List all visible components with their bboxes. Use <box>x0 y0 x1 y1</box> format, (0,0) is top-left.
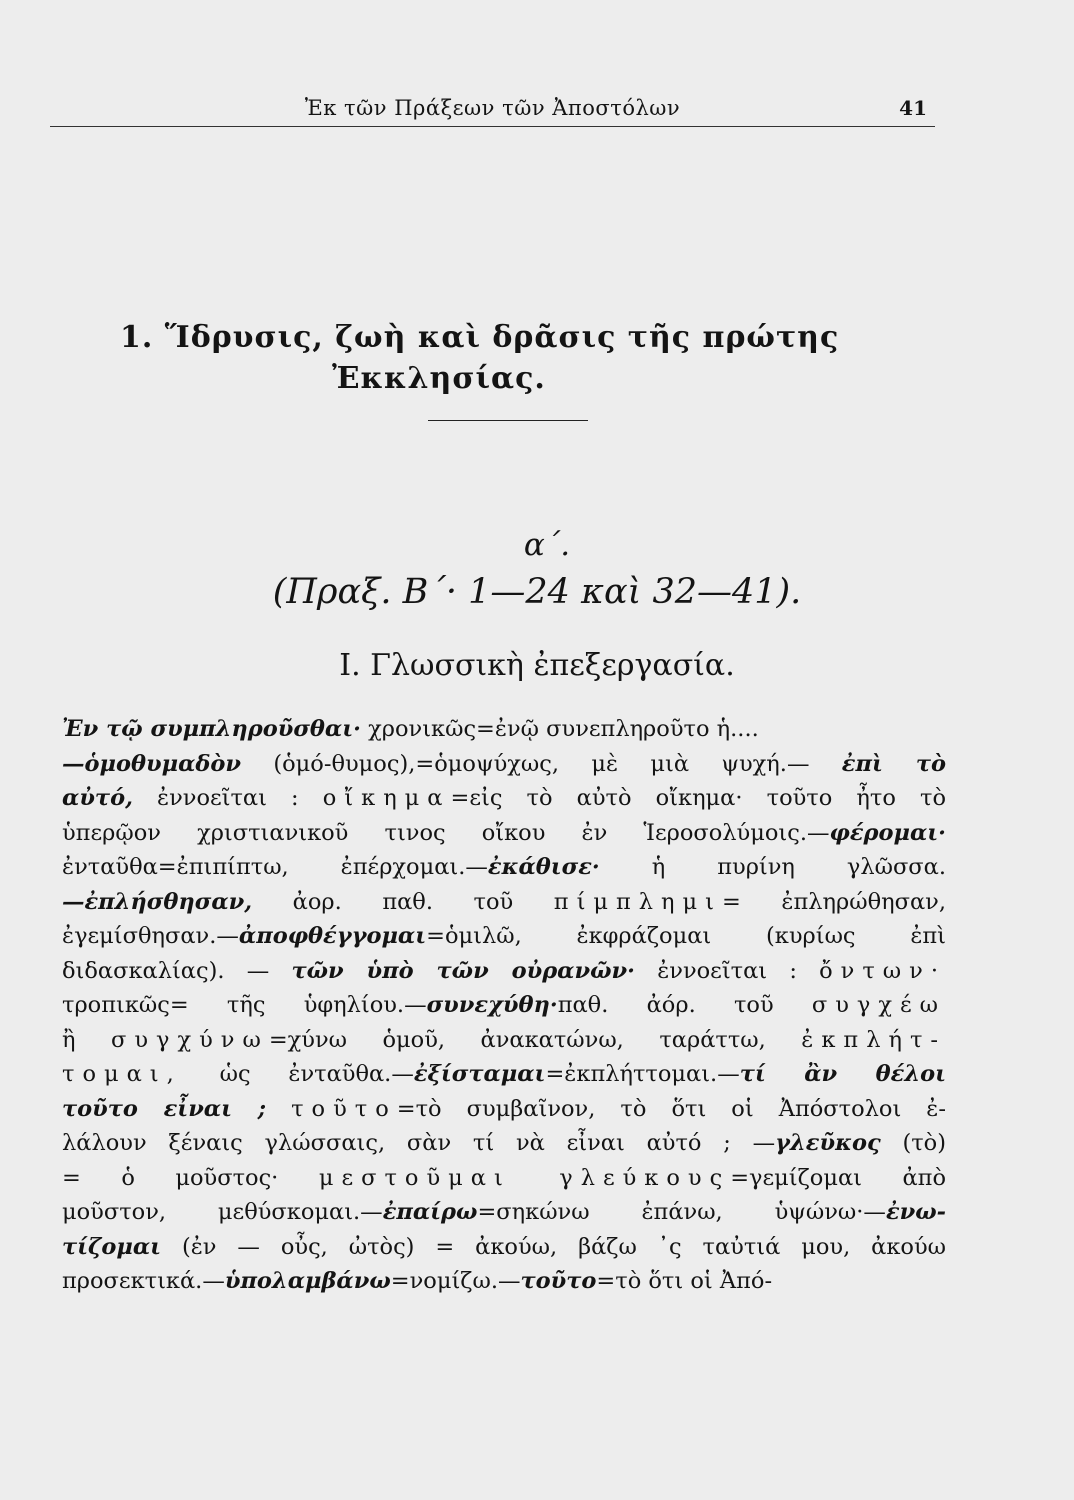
glossary-term: αὐτό, <box>62 785 133 811</box>
gloss-text: παθ. ἀόρ. τοῦ <box>557 992 812 1018</box>
gloss-text: =τὸ ὅτι οἱ Ἀπό- <box>596 1268 773 1294</box>
chapter-title-line1: Ἵδρυσις, ζωὴ καὶ δρᾶσις τῆς πρώτης <box>164 320 840 355</box>
glossary-term: ἐνω- <box>885 1199 946 1225</box>
gloss-text: ὑπερῷον χριστιανικοῦ τινος οἴκου ἐν Ἱεροσολύμοις.— <box>62 819 830 846</box>
glossary-term: συνεχύθη· <box>426 992 558 1018</box>
spaced-word: τομαι, <box>62 1061 182 1087</box>
gloss-text: =εἰς τὸ αὐτὸ οἴκημα· τοῦτο ἦτο τὸ <box>450 785 946 811</box>
spaced-word: ἐκπλήτ- <box>801 1026 946 1053</box>
body-line <box>62 1057 946 1092</box>
body-line <box>62 988 946 1023</box>
glossary-term: ὑπολαμβάνω <box>224 1268 391 1294</box>
glossary-term: ἀποφθέγγομαι <box>238 923 427 949</box>
gloss-text: =χύνω ὁμοῦ, ἀνακατώνω, ταράττω, <box>268 1026 802 1053</box>
spaced-word: τοῦτο <box>291 1095 397 1122</box>
body-line <box>62 1195 946 1230</box>
chapter-heading <box>120 320 880 396</box>
glossary-term: τίζομαι <box>62 1233 162 1260</box>
chapter-title-line2: Ἐκκλησίας. <box>332 361 546 396</box>
gloss-text: ὡς ἐνταῦθα.— <box>181 1061 414 1087</box>
body-line <box>62 1230 946 1265</box>
gloss-text: = ὁ μοῦστος· <box>62 1164 319 1191</box>
gloss-text: ἡ πυρίνη γλῶσσα. <box>599 854 946 880</box>
spaced-word: ὄντων· <box>819 957 946 984</box>
gloss-text: διδασκαλίας). — <box>62 957 292 984</box>
gloss-text: (ἐν — οὖς, ὠτὸς) = ἀκούω, βάζω ᾽ς ταὐτιά μου, ἀκούω <box>161 1233 946 1260</box>
gloss-text: χρονικῶς=ἐνῷ συνεπληροῦτο ἡ.... <box>360 716 759 742</box>
gloss-text: = ἐπληρώθησαν, <box>722 888 946 915</box>
gloss-text: λάλουν ξέναις γλώσσαις, σὰν τί νὰ εἶναι αὐτό ; — <box>62 1130 776 1156</box>
glossary-term: Ἐν τῷ συμπληροῦσθαι· <box>62 716 361 742</box>
section-divider <box>428 420 588 421</box>
glossary-term: ἐκάθισε· <box>487 854 600 880</box>
glossary-term: —ὁμοθυμαδὸν <box>62 750 242 777</box>
gloss-text: =γεμίζομαι ἀπὸ <box>730 1164 946 1191</box>
body-line <box>62 1126 946 1161</box>
gloss-text: ἐγεμίσθησαν.— <box>62 923 239 949</box>
subheading: Ι. Γλωσσικὴ ἐπεξεργασία. <box>339 648 735 683</box>
glossary-term: τοῦτο εἶναι ; <box>62 1095 267 1122</box>
glossary-term: —ἐπλήσθησαν, <box>62 888 253 915</box>
body-line <box>62 816 946 851</box>
gloss-text: ἢ <box>62 1026 111 1053</box>
scripture-reference: (Πραξ. Β΄· 1—24 καὶ 32—41). <box>272 572 802 612</box>
gloss-text: (τὸ) <box>880 1130 946 1156</box>
glossary-term: φέρομαι· <box>829 819 946 846</box>
gloss-text: ἐννοεῖται : <box>132 785 323 811</box>
gloss-text: μοῦστον, μεθύσκομαι.— <box>62 1199 383 1225</box>
gloss-text <box>266 1096 291 1122</box>
glossary-term: ἐξίσταμαι <box>413 1061 546 1087</box>
body-line <box>62 1161 946 1196</box>
glossary-term: ἐπὶ τὸ <box>841 750 946 777</box>
gloss-text: ἐνταῦθα=ἐπιπίπτω, ἐπέρχομαι.— <box>62 854 488 880</box>
body-line <box>62 919 946 954</box>
gloss-text: ἀορ. παθ. τοῦ <box>252 888 554 915</box>
body-line <box>62 1092 946 1127</box>
gloss-text: προσεκτικά.— <box>62 1268 225 1294</box>
body-text <box>62 712 946 1299</box>
gloss-text: (ὁμό-θυμος),=ὁμοψύχως, μὲ μιὰ ψυχή.— <box>241 750 842 777</box>
body-line <box>62 850 946 885</box>
body-line <box>62 781 946 816</box>
glossary-term: τοῦτο <box>520 1268 597 1294</box>
gloss-text: =σηκώνω ἐπάνω, ὑψώνω·— <box>477 1199 886 1225</box>
glossary-term: τῶν ὑπὸ τῶν οὐρανῶν· <box>291 957 635 984</box>
gloss-text: =τὸ συμβαῖνον, τὸ ὅτι οἱ Ἀπόστολοι ἐ- <box>396 1095 946 1122</box>
running-title: Ἐκ τῶν Πράξεων τῶν Ἀποστόλων <box>304 96 681 120</box>
body-line <box>62 747 946 782</box>
section-number: α΄. <box>523 527 571 563</box>
gloss-text: =ὁμιλῶ, ἐκφράζομαι (κυρίως ἐπὶ <box>426 923 946 949</box>
spaced-word: συγχύνω <box>110 1026 269 1053</box>
gloss-text: τροπικῶς= τῆς ὑφηλίου.— <box>62 992 427 1018</box>
spaced-word: οἴκημα <box>322 785 451 811</box>
gloss-text: ἐννοεῖται : <box>634 957 820 984</box>
gloss-text: =ἐκπλήττομαι.— <box>545 1061 740 1087</box>
body-line <box>62 885 946 920</box>
body-line <box>62 1264 946 1299</box>
glossary-term: τί ἂν θέλοι <box>739 1061 946 1087</box>
spaced-word: μεστοῦμαι γλεύκους <box>318 1164 731 1191</box>
glossary-term: ἐπαίρω <box>382 1199 478 1225</box>
body-line <box>62 1023 946 1058</box>
page-number: 41 <box>899 96 927 120</box>
glossary-term: γλεῦκος <box>775 1130 881 1156</box>
gloss-text: =νομίζω.— <box>390 1268 521 1294</box>
running-header <box>50 96 935 127</box>
body-line <box>62 954 946 989</box>
chapter-number: 1. <box>120 320 154 355</box>
spaced-word: συγχέω <box>811 992 946 1018</box>
body-line <box>62 712 946 747</box>
spaced-word: πίμπλημι <box>553 888 722 915</box>
